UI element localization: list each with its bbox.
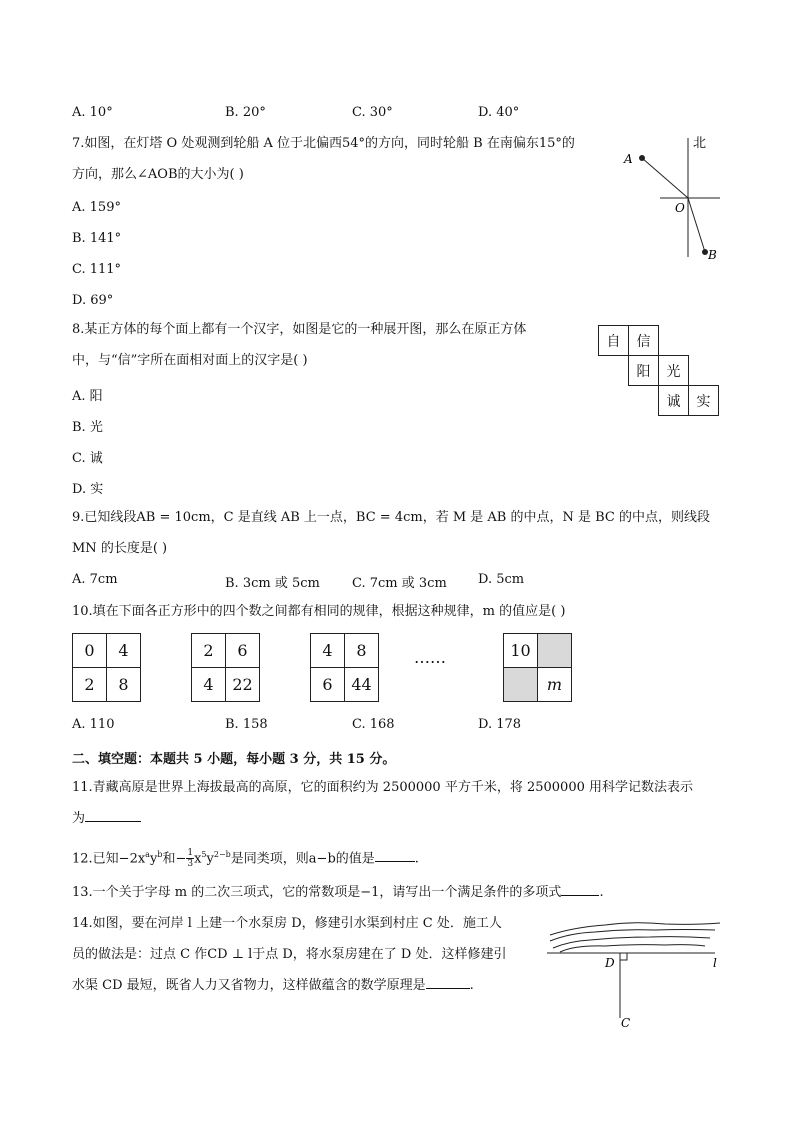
point-a <box>639 155 645 161</box>
section-2-heading: 二、填空题：本题共 5 小题，每小题 3 分，共 15 分。 <box>72 752 396 767</box>
q6-option-d: D. 40° <box>478 105 520 120</box>
grid2-cell-tr: 6 <box>225 633 260 668</box>
q9-option-a: A. 7cm <box>72 572 118 587</box>
grid1-cell-tr: 4 <box>106 633 141 668</box>
q8-option-d: D. 实 <box>72 482 104 497</box>
q8-option-a: A. 阳 <box>72 389 103 404</box>
grid3-cell-tr: 8 <box>344 633 379 668</box>
river-wave-4 <box>560 945 705 952</box>
q8-option-b: B. 光 <box>72 420 103 435</box>
q8-line1: 8.某正方体的每个面上都有一个汉字，如图是它的一种展开图，那么在原正方体 <box>72 322 527 337</box>
net-cell-1: 自 <box>598 325 629 356</box>
q12-exp-a: a <box>145 850 150 859</box>
ray-ob <box>688 198 705 252</box>
q12-y1: y <box>149 851 158 867</box>
q11-line2 <box>72 806 141 832</box>
q12-and: 和− <box>162 851 187 867</box>
q11-line1: 11.青藏高原是世界上海拔最高的高原，它的面积约为 2500000 平方千米，将 2500000 用科学记数法表示 <box>72 780 693 795</box>
q6-option-a: A. 10° <box>72 105 113 120</box>
q12-fraction <box>186 848 194 869</box>
label-c: C <box>621 1016 631 1030</box>
q10-option-b: B. 158 <box>225 717 268 732</box>
label-a: A <box>624 152 633 166</box>
grid4-cell-tl: 10 <box>503 633 538 668</box>
grid2-cell-br: 22 <box>225 667 260 702</box>
grid-ellipsis: …… <box>414 648 446 667</box>
grid1-cell-tl: 0 <box>72 633 107 668</box>
q9-line1: 9.已知线段AB = 10cm，C 是直线 AB 上一点，BC = 4cm，若 M 是 AB 的中点，N 是 BC 的中点，则线段 <box>72 510 711 525</box>
q10-line1: 10.填在下面各正方形中的四个数之间都有相同的规律，根据这种规律，m 的值应是( ) <box>72 604 566 619</box>
q11-answer-blank[interactable] <box>85 807 141 822</box>
q9-option-b: B. 3cm 或 5cm <box>225 576 320 591</box>
grid3-cell-br: 44 <box>344 667 379 702</box>
q8-line2: 中，与“信”字所在面相对面上的汉字是( ) <box>72 353 308 368</box>
grid4-cell-tr <box>537 633 572 668</box>
q9-line2: MN 的长度是( ) <box>72 541 168 556</box>
label-d: D <box>605 956 615 970</box>
net-cell-3: 阳 <box>628 355 659 386</box>
net-cell-4: 光 <box>658 355 689 386</box>
grid1-cell-bl: 2 <box>72 667 107 702</box>
q13-end: . <box>599 885 604 900</box>
q8-option-c: C. 诚 <box>72 451 103 466</box>
river-wave-2 <box>550 930 715 942</box>
q6-option-b: B. 20° <box>225 105 266 120</box>
label-l: l <box>713 956 717 970</box>
river-wave-1 <box>550 923 720 935</box>
q12-frac-den: 3 <box>187 859 194 870</box>
q10-option-c: C. 168 <box>352 717 395 732</box>
q14-river-figure <box>545 915 725 1035</box>
q7-option-a: A. 159° <box>72 200 121 215</box>
q14-line2: 员的做法是：过点 C 作CD ⊥ l于点 D，将水泵房建在了 D 处．这样修建引 <box>72 947 507 962</box>
q7-option-b: B. 141° <box>72 231 122 246</box>
q12-end: . <box>414 851 419 867</box>
river-wave-3 <box>553 937 710 948</box>
q11-line2-text: 为 <box>72 811 86 826</box>
right-angle-mark <box>620 953 627 960</box>
label-o: O <box>675 201 685 215</box>
q12-x2: x <box>194 851 202 867</box>
label-b: B <box>708 248 717 262</box>
q12-y2: y <box>206 851 214 867</box>
q13-line <box>72 880 604 906</box>
q14-line1: 14.如图，要在河岸 l 上建一个水泵房 D，修建引水渠到村庄 C 处．施工人 <box>72 916 502 931</box>
q7-compass-figure <box>615 130 725 265</box>
q12-suffix: 是同类项，则a−b的值是 <box>230 851 375 867</box>
grid4-cell-br: m <box>537 667 572 702</box>
q12-exp-2b: 2−b <box>213 850 231 859</box>
q12-exp-5: 5 <box>201 850 207 859</box>
q12-frac-num: 1 <box>187 848 194 859</box>
net-cell-5: 诚 <box>658 385 689 416</box>
ray-oa <box>642 158 688 198</box>
grid1-cell-br: 8 <box>106 667 141 702</box>
label-north: 北 <box>693 136 707 151</box>
q12-answer-blank[interactable] <box>375 847 415 862</box>
q13-text: 13.一个关于字母 m 的二次三项式，它的常数项是−1，请写出一个满足条件的多项式 <box>72 885 562 900</box>
q10-option-d: D. 178 <box>478 717 522 732</box>
q12-exp-b: b <box>157 850 163 859</box>
q14-line3-text: 水渠 CD 最短，既省人力又省物力，这样做蕴含的数学原理是 <box>72 978 426 993</box>
q7-line2: 方向，那么∠AOB的大小为( ) <box>72 167 244 182</box>
net-cell-6: 实 <box>688 385 719 416</box>
q6-option-c: C. 30° <box>352 105 393 120</box>
q9-option-c: C. 7cm 或 3cm <box>352 576 447 591</box>
q12-line <box>72 842 419 872</box>
net-cell-2: 信 <box>628 325 659 356</box>
q10-option-a: A. 110 <box>72 717 115 732</box>
grid3-cell-tl: 4 <box>310 633 345 668</box>
grid3-cell-bl: 6 <box>310 667 345 702</box>
q14-end: . <box>469 978 474 993</box>
grid2-cell-bl: 4 <box>191 667 226 702</box>
q7-line1: 7.如图，在灯塔 O 处观测到轮船 A 位于北偏西54°的方向，同时轮船 B 在南偏东15°的 <box>72 136 575 151</box>
q9-option-d: D. 5cm <box>478 572 525 587</box>
q13-answer-blank[interactable] <box>561 881 599 896</box>
q7-option-d: D. 69° <box>72 293 114 308</box>
grid2-cell-tl: 2 <box>191 633 226 668</box>
q14-answer-blank[interactable] <box>426 974 470 989</box>
q12-prefix: 12.已知−2x <box>72 851 146 867</box>
q14-line3 <box>72 973 474 999</box>
grid4-cell-bl <box>503 667 538 702</box>
q7-option-c: C. 111° <box>72 262 122 277</box>
